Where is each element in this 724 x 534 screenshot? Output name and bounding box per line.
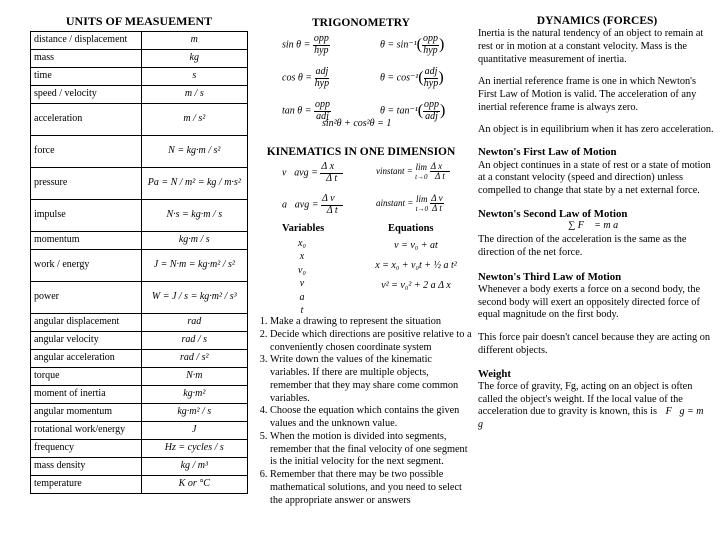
first-law-title: Newton's First Law of Motion bbox=[478, 146, 617, 159]
units-column bbox=[30, 14, 248, 494]
atan-lhs: θ = tan⁻¹ bbox=[380, 105, 418, 117]
units-row bbox=[31, 103, 248, 135]
units-row bbox=[31, 475, 248, 493]
kinematic-variable: t bbox=[300, 305, 304, 317]
step-item: 2. Decide which directions are positive relative to a conveniently chosen coordinate system bbox=[270, 329, 472, 355]
unit-cell: m bbox=[141, 31, 247, 49]
ainst-lim-word: lim bbox=[416, 194, 428, 205]
quantity-cell: momentum bbox=[31, 231, 142, 249]
unit-cell: W = J / s = kg·m² / s³ bbox=[141, 281, 247, 313]
acos-fraction bbox=[424, 67, 439, 89]
aavg-fraction bbox=[321, 194, 343, 216]
cos-num: adj bbox=[315, 66, 329, 77]
vinst-lim-word: lim bbox=[415, 162, 428, 173]
second-law-text: The direction of the acceleration is the same as the direction of the net force. bbox=[478, 234, 687, 258]
kinematic-variable: v₀ bbox=[298, 264, 306, 276]
unit-cell: N·m bbox=[141, 367, 247, 385]
unit-cell: kg·m² / s bbox=[141, 403, 247, 421]
second-law-eq: ∑ F⃗ = m a⃗ bbox=[568, 220, 626, 232]
kinematic-equation: v = v₀ + at bbox=[394, 240, 438, 251]
units-row bbox=[31, 85, 248, 103]
ainst-num: Δ v bbox=[431, 193, 443, 203]
units-row bbox=[31, 199, 248, 231]
tan-num: opp bbox=[314, 99, 330, 110]
vinst-lhs: vinstant = bbox=[376, 166, 413, 176]
equations-title: Equations bbox=[388, 223, 434, 234]
dynamics-title: DYNAMICS (FORCES) bbox=[536, 15, 658, 27]
unit-cell: J = N·m = kg·m² / s² bbox=[141, 249, 247, 281]
kinematic-equation: v² = v₀² + 2 a Δ x bbox=[381, 280, 451, 291]
vinst-eq bbox=[376, 162, 450, 182]
quantity-cell: power bbox=[31, 281, 142, 313]
atan-den: adj bbox=[425, 110, 438, 122]
tan-lhs: tan θ = bbox=[282, 105, 312, 117]
trig-sin-row bbox=[282, 34, 330, 56]
unit-cell: m / s bbox=[141, 85, 247, 103]
unit-cell: rad / s² bbox=[141, 349, 247, 367]
equations-list bbox=[360, 236, 472, 296]
cos-lhs: cos θ = bbox=[282, 72, 312, 84]
weight-text-body: The force of gravity, Fg, acting on an object is often called the object's weight. If the local value of the acceleration due to gravity is known, this is bbox=[478, 380, 693, 418]
step-item: 5. When the motion is divided into segments, remember that the final velocity of one segment is the initial velocity for the next segment. bbox=[270, 431, 472, 469]
unit-cell: Hz = cycles / s bbox=[141, 439, 247, 457]
units-row bbox=[31, 439, 248, 457]
units-row bbox=[31, 421, 248, 439]
unit-cell: N·s = kg·m / s bbox=[141, 199, 247, 231]
first-law-text: An object continues in a state of rest or a state of motion at a constant velocity (speed and direction) unless compelled to change that state by a net external force. bbox=[478, 159, 711, 197]
aavg-num: Δ v⃗ bbox=[321, 193, 343, 204]
tan-den: adj bbox=[316, 110, 329, 122]
acos-den: hyp bbox=[423, 77, 439, 89]
unit-cell: Pa = N / m² = kg / m·s² bbox=[141, 167, 247, 199]
unit-cell: rad bbox=[141, 313, 247, 331]
acos-num: adj bbox=[424, 66, 438, 77]
asin-num: opp bbox=[422, 33, 438, 44]
ainst-lim-sub: t→0 bbox=[415, 205, 429, 214]
quantity-cell: temperature bbox=[31, 475, 142, 493]
quantity-cell: impulse bbox=[31, 199, 142, 231]
unit-cell: kg bbox=[141, 49, 247, 67]
unit-cell: kg / m³ bbox=[141, 457, 247, 475]
weight-eq: F⃗g = m g⃗ bbox=[478, 406, 704, 431]
units-row bbox=[31, 167, 248, 199]
trig-acos-row: θ = cos⁻¹( $\frac{\text{adj}}{\text{hyp}}$ ) bbox=[380, 66, 444, 89]
asin-den: hyp bbox=[423, 44, 438, 56]
units-row bbox=[31, 385, 248, 403]
trig-identity: sin²θ + cos²θ = 1 bbox=[322, 118, 392, 129]
acos-lhs: θ = cos⁻¹ bbox=[380, 72, 419, 84]
quantity-cell: pressure bbox=[31, 167, 142, 199]
cos-fraction bbox=[315, 67, 330, 89]
asin-fraction bbox=[422, 34, 439, 56]
third-law-text: Whenever a body exerts a force on a second body, the second body will exert an oppositely directed force of equal magnitude on the first body. bbox=[478, 283, 701, 321]
vinst-lim-sub: t→0 bbox=[415, 173, 428, 182]
unit-cell: kg·m / s bbox=[141, 231, 247, 249]
quantity-cell: force bbox=[31, 135, 142, 167]
sin-den: hyp bbox=[314, 44, 329, 56]
third-law-title: Newton's Third Law of Motion bbox=[478, 270, 622, 283]
sin-fraction bbox=[313, 34, 330, 56]
unit-cell: kg·m² bbox=[141, 385, 247, 403]
sin-num: opp bbox=[313, 33, 329, 44]
units-row bbox=[31, 331, 248, 349]
asin-lhs: θ = sin⁻¹ bbox=[380, 39, 417, 51]
step-item: 1. Make a drawing to represent the situation bbox=[270, 316, 472, 329]
ainst-fraction bbox=[430, 194, 443, 214]
vinst-limit bbox=[415, 162, 427, 182]
trig-kinematics-column bbox=[250, 14, 472, 534]
weight-title: Weight bbox=[478, 367, 511, 380]
vinst-den: Δ t bbox=[435, 171, 445, 182]
units-row bbox=[31, 349, 248, 367]
cos-den: hyp bbox=[314, 77, 330, 89]
step-item: 6. Remember that there may be two possible mathematical solutions, and you need to select the appropriate answer or answers bbox=[270, 469, 472, 507]
quantity-cell: acceleration bbox=[31, 103, 142, 135]
vinst-fraction bbox=[430, 162, 450, 182]
quantity-cell: mass density bbox=[31, 457, 142, 475]
aavg-eq bbox=[282, 194, 343, 216]
quantity-cell: frequency bbox=[31, 439, 142, 457]
inertia-text: Inertia is the natural tendency of an object to remain at rest or in motion at a constant velocity. Mass is the quantitative measurement of inertia. bbox=[478, 28, 704, 65]
units-row bbox=[31, 231, 248, 249]
ainst-den: Δ t bbox=[432, 203, 442, 214]
kinematic-variable: v bbox=[299, 278, 305, 290]
step-item: 3. Write down the values of the kinematic variables. If there are multiple objects, remember that they may share come common variables. bbox=[270, 354, 472, 405]
quantity-cell: speed / velocity bbox=[31, 85, 142, 103]
units-row bbox=[31, 249, 248, 281]
second-law-title: Newton's Second Law of Motion bbox=[478, 207, 628, 220]
equilibrium-text: An object is in equilibrium when it has zero acceleration. bbox=[478, 123, 714, 135]
units-row bbox=[31, 313, 248, 331]
steps-list bbox=[250, 316, 472, 507]
variables-title: Variables bbox=[282, 223, 325, 234]
quantity-cell: angular velocity bbox=[31, 331, 142, 349]
vavg-eq bbox=[282, 162, 343, 184]
atan-fraction bbox=[423, 100, 440, 122]
units-table bbox=[30, 31, 248, 494]
trig-cos-row bbox=[282, 67, 329, 89]
vavg-num: Δ x⃗ bbox=[321, 161, 342, 172]
frame-text: An inertial reference frame is one in which Newton's First Law of Motion is valid. The acceleration of any inertial reference frame is always zero. bbox=[478, 76, 697, 113]
quantity-cell: distance / displacement bbox=[31, 31, 142, 49]
step-item: 4. Choose the equation which contains the given values and the unknown value. bbox=[270, 405, 472, 431]
unit-cell: J bbox=[141, 421, 247, 439]
ainst-limit bbox=[416, 194, 428, 214]
quantity-cell: work / energy bbox=[31, 249, 142, 281]
quantity-cell: moment of inertia bbox=[31, 385, 142, 403]
units-row bbox=[31, 135, 248, 167]
vavg-lhs: v⃗avg = bbox=[282, 167, 318, 179]
kinematic-variable: a bbox=[299, 291, 305, 303]
trig-title: TRIGONOMETRY bbox=[312, 17, 410, 29]
trig-atan-row: θ = tan⁻¹( $\frac{\text{opp}}{\text{adj}}$ ) bbox=[380, 99, 446, 122]
kinematic-variable: x₀ bbox=[298, 238, 306, 249]
unit-cell: N = kg·m / s² bbox=[141, 135, 247, 167]
ainst-lhs: ainstant = bbox=[376, 198, 414, 208]
quantity-cell: time bbox=[31, 67, 142, 85]
kinematic-equation: x = x₀ + v₀t + ½ a t² bbox=[375, 260, 457, 271]
units-row bbox=[31, 367, 248, 385]
quantity-cell: rotational work/energy bbox=[31, 421, 142, 439]
force-pair-text: This force pair doesn't cancel because they are acting on different objects. bbox=[478, 332, 710, 356]
quantity-cell: angular displacement bbox=[31, 313, 142, 331]
units-row bbox=[31, 281, 248, 313]
trig-asin-row: θ = sin⁻¹( $\frac{\text{opp}}{\text{hyp}}$ ) bbox=[380, 33, 445, 56]
vavg-den: Δ t bbox=[326, 172, 338, 184]
ainst-eq bbox=[376, 194, 444, 214]
aavg-den: Δ t bbox=[326, 204, 338, 216]
kinematics-title: KINEMATICS IN ONE DIMENSION bbox=[266, 146, 456, 158]
quantity-cell: angular acceleration bbox=[31, 349, 142, 367]
units-row bbox=[31, 403, 248, 421]
steps-block bbox=[250, 316, 472, 507]
quantity-cell: torque bbox=[31, 367, 142, 385]
units-row bbox=[31, 31, 248, 49]
quantity-cell: angular momentum bbox=[31, 403, 142, 421]
units-row bbox=[31, 49, 248, 67]
unit-cell: K or °C bbox=[141, 475, 247, 493]
variables-list bbox=[298, 237, 306, 317]
vavg-fraction bbox=[320, 162, 342, 184]
quantity-cell: mass bbox=[31, 49, 142, 67]
unit-cell: m / s² bbox=[141, 103, 247, 135]
unit-cell: rad / s bbox=[141, 331, 247, 349]
unit-cell: s bbox=[141, 67, 247, 85]
sin-lhs: sin θ = bbox=[282, 39, 311, 51]
vinst-num: Δ x⃗ bbox=[430, 161, 450, 171]
units-row bbox=[31, 67, 248, 85]
kinematic-variable: x bbox=[299, 251, 305, 263]
units-row bbox=[31, 457, 248, 475]
atan-num: opp bbox=[424, 99, 440, 110]
units-title: UNITS OF MEASUEMENT bbox=[65, 14, 213, 28]
weight-text bbox=[478, 381, 716, 432]
aavg-lhs: a⃗avg = bbox=[282, 199, 319, 211]
dynamics-column bbox=[478, 14, 716, 432]
